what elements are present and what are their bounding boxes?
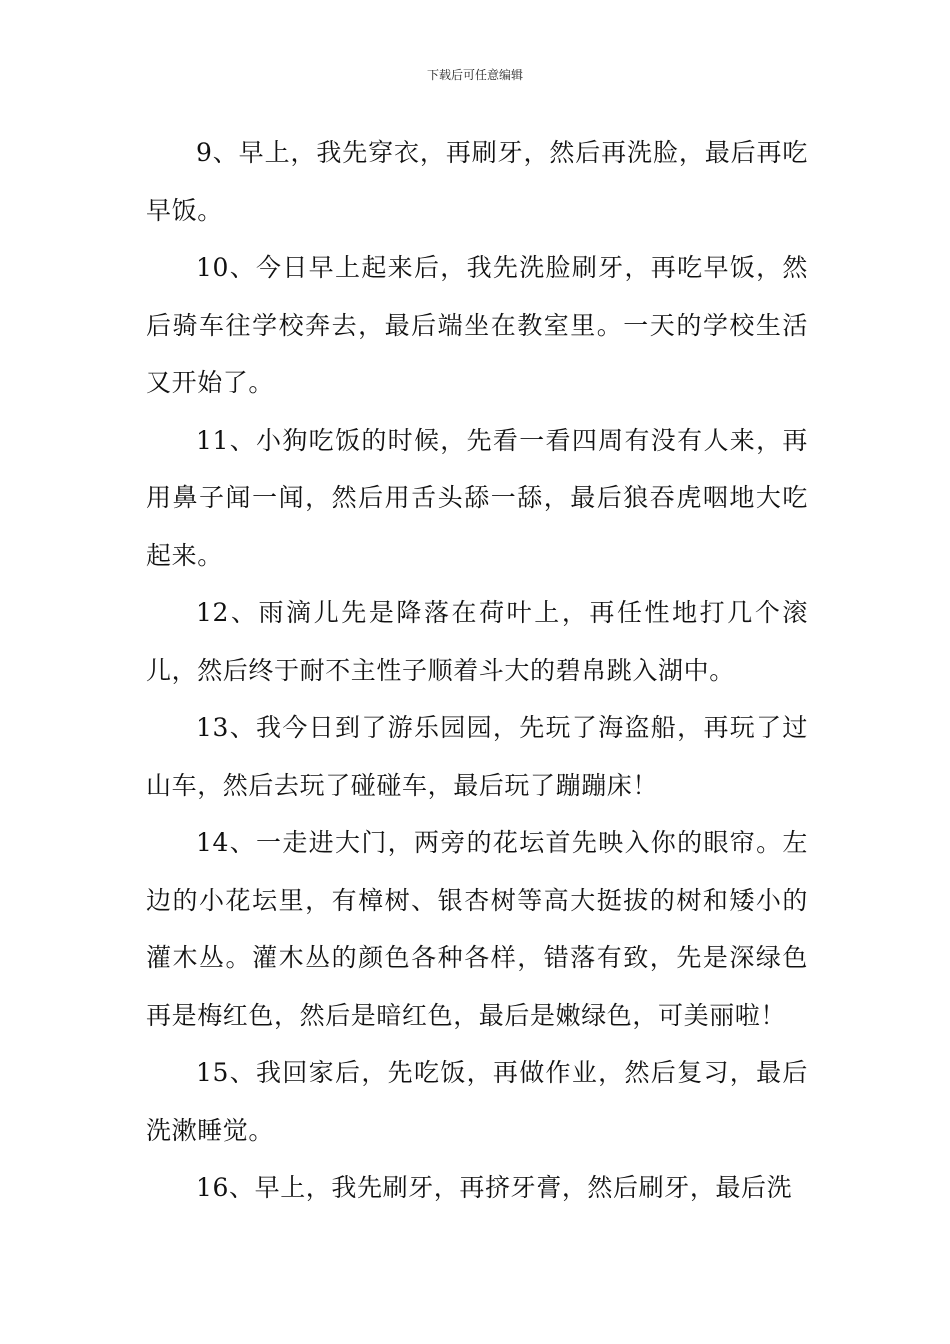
paragraph-11: 11、小狗吃饭的时候，先看一看四周有没有人来，再用鼻子闻一闻，然后用舌头舔一舔，最后狼吞虎咽地大吃起来。	[146, 425, 808, 570]
paragraph-10: 10、今日早上起来后，我先洗脸刷牙，再吃早饭，然后骑车往学校奔去，最后端坐在教室里。一天的学校生活又开始了。	[146, 253, 808, 397]
document-body	[146, 124, 808, 1217]
page-header-note: 下载后可任意编辑	[426, 68, 523, 82]
paragraph-13: 13、我今日到了游乐园园，先玩了海盗船，再玩了过山车，然后去玩了碰碰车，最后玩了蹦蹦床！	[146, 713, 808, 800]
paragraph-15: 15、我回家后，先吃饭，再做作业，然后复习，最后洗漱睡觉。	[146, 1058, 808, 1145]
paragraph-12: 12、雨滴儿先是降落在荷叶上，再任性地打几个滚儿，然后终于耐不主性子顺着斗大的碧帛跳入湖中。	[146, 598, 808, 685]
paragraph-9: 9、早上，我先穿衣，再刷牙，然后再洗脸，最后再吃早饭。	[146, 138, 808, 225]
paragraph-14: 14、一走进大门，两旁的花坛首先映入你的眼帘。左边的小花坛里，有樟树、银杏树等高大挺拔的树和矮小的灌木丛。灌木丛的颜色各种各样，错落有致，先是深绿色再是梅红色，然后是暗红色，最后是嫩绿色，可美丽啦！	[146, 828, 808, 1030]
paragraph-16: 16、早上，我先刷牙，再挤牙膏，然后刷牙，最后洗	[196, 1173, 793, 1202]
